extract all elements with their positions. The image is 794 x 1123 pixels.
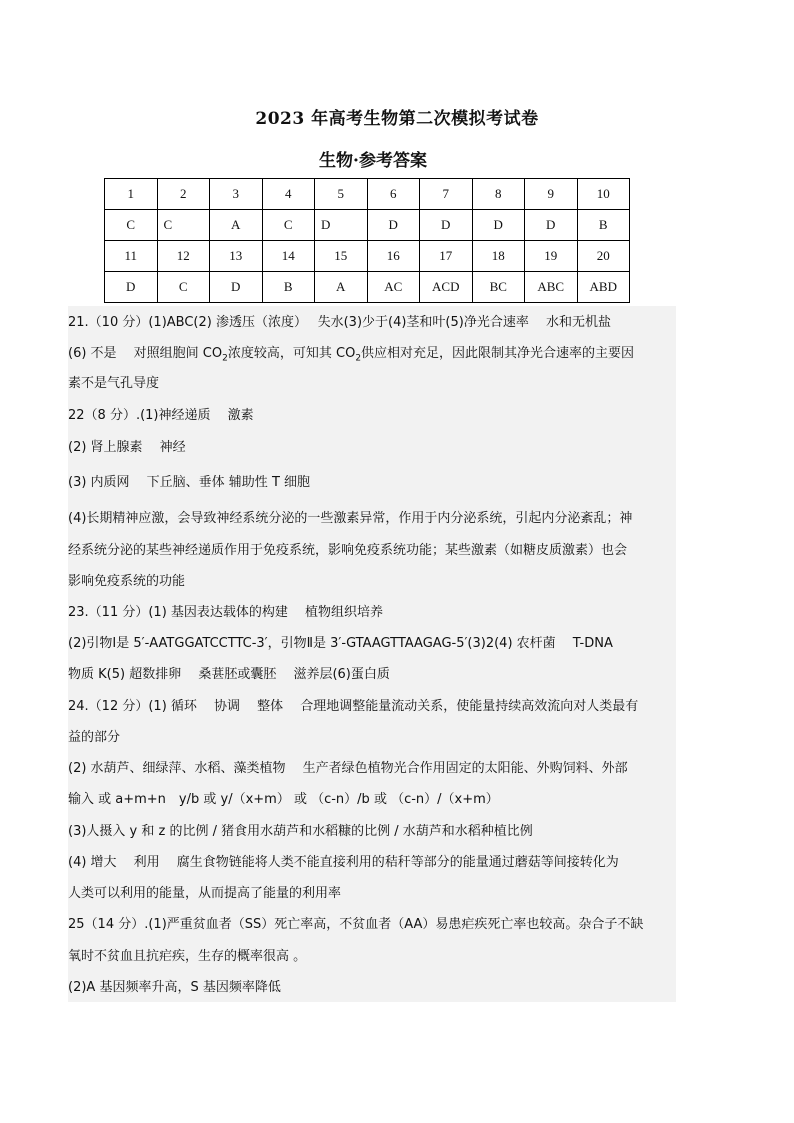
table-row [105, 179, 630, 210]
table-cell: 14 [262, 241, 315, 272]
page-subtitle: 生物·参考答案 [319, 151, 427, 171]
table-cell: C [157, 210, 210, 241]
answer-line: 人类可以利用的能量，从而提高了能量的利用率 [68, 886, 342, 901]
answer-line: 23.（11 分）(1) 基因表达载体的构建 植物组织培养 [68, 605, 384, 620]
answer-line: (3)人摄入 y 和 z 的比例 / 猪食用水葫芦和水稻糠的比例 / 水葫芦和水稻种植比例 [68, 824, 533, 839]
subscript: 2 [355, 353, 362, 364]
table-cell: 10 [577, 179, 630, 210]
answer-line: 影响免疫系统的功能 [68, 574, 186, 589]
table-cell: ABD [577, 272, 630, 303]
table-cell: D [367, 210, 420, 241]
answer-line: 输入 或 a+m+n y/b 或 y/（x+m） 或 （c-n）/b 或 （c-n）/（x+m） [68, 792, 499, 807]
table-cell: 20 [577, 241, 630, 272]
answer-line: 经系统分泌的某些神经递质作用于免疫系统，影响免疫系统功能；某些激素（如糖皮质激素）也会 [68, 543, 628, 558]
answer-text: 供应相对充足，因此限制其净光合速率的主要因 [361, 346, 635, 361]
table-cell: C [105, 210, 158, 241]
table-cell: D [420, 210, 473, 241]
table-cell: 8 [472, 179, 525, 210]
subscript: 2 [222, 353, 228, 364]
table-cell: B [577, 210, 630, 241]
table-cell: 5 [315, 179, 368, 210]
answer-table [104, 178, 630, 303]
answer-line: (2)A 基因频率升高，S 基因频率降低 [68, 980, 281, 995]
answer-line: (2) 肾上腺素 神经 [68, 440, 186, 455]
table-cell: A [210, 210, 263, 241]
table-row [105, 272, 630, 303]
answer-line: (4) 增大 利用 腐生食物链能将人类不能直接利用的秸秆等部分的能量通过蘑菇等间接转化为 [68, 855, 619, 870]
table-cell: 19 [525, 241, 578, 272]
table-cell: 4 [262, 179, 315, 210]
answer-line: (2) 水葫芦、细绿萍、水稻、藻类植物 生产者绿色植物光合作用固定的太阳能、外购饲料、外部 [68, 761, 628, 776]
table-cell: ACD [420, 272, 473, 303]
table-cell: B [262, 272, 315, 303]
table-cell: BC [472, 272, 525, 303]
table-cell: 11 [105, 241, 158, 272]
table-row [105, 210, 630, 241]
table-cell: D [525, 210, 578, 241]
table-cell: D [315, 210, 368, 241]
table-cell: AC [367, 272, 420, 303]
table-cell: D [472, 210, 525, 241]
answer-line: 素不是气孔导度 [68, 376, 160, 391]
page-title: 2023 年高考生物第二次模拟考试卷 [255, 109, 539, 129]
table-row [105, 241, 630, 272]
answer-line: 21.（10 分）(1)ABC(2) 渗透压（浓度） 失水(3)少于(4)茎和叶(5)净光合速率 水和无机盐 [68, 315, 611, 330]
answer-line: 25（14 分）.(1)严重贫血者（SS）死亡率高，不贫血者（AA）易患疟疾死亡率也较高。杂合子不缺 [68, 917, 644, 932]
table-cell: 15 [315, 241, 368, 272]
table-cell: 12 [157, 241, 210, 272]
answer-text: (6) 不是 对照组胞间 CO [68, 346, 223, 361]
answer-line: 24.（12 分）(1) 循环 协调 整体 合理地调整能量流动关系，使能量持续高效流向对人类最有 [68, 699, 639, 714]
table-cell: 3 [210, 179, 263, 210]
table-cell: D [210, 272, 263, 303]
table-cell: ABC [525, 272, 578, 303]
table-cell: D [105, 272, 158, 303]
answer-line [68, 345, 676, 368]
table-cell: C [157, 272, 210, 303]
table-cell: 6 [367, 179, 420, 210]
answer-line: 物质 K(5) 超数排卵 桑葚胚或囊胚 滋养层(6)蛋白质 [68, 667, 390, 682]
table-cell: 16 [367, 241, 420, 272]
table-cell: A [315, 272, 368, 303]
answer-line: (4)长期精神应激，会导致神经系统分泌的一些激素异常，作用于内分泌系统，引起内分泌紊乱；神 [68, 511, 633, 526]
table-cell: 7 [420, 179, 473, 210]
table-cell: 13 [210, 241, 263, 272]
table-cell: 18 [472, 241, 525, 272]
answer-line: 益的部分 [68, 730, 121, 745]
table-cell: 1 [105, 179, 158, 210]
answer-line: (2)引物Ⅰ是 5′-AATGGATCCTTC-3′，引物Ⅱ是 3′-GTAAGTTAAGAG-5′(3)2(4) 农杆菌 T-DNA [68, 636, 613, 651]
table-cell: 2 [157, 179, 210, 210]
table-cell: 9 [525, 179, 578, 210]
answer-text: 浓度较高，可知其 CO [227, 346, 356, 361]
table-cell: C [262, 210, 315, 241]
answer-line: 22（8 分）.(1)神经递质 激素 [68, 408, 254, 423]
answer-line: 氧时不贫血且抗疟疾，生存的概率很高 。 [68, 949, 307, 964]
answer-line: (3) 内质网 下丘脑、垂体 辅助性 T 细胞 [68, 475, 311, 490]
table-cell: 17 [420, 241, 473, 272]
